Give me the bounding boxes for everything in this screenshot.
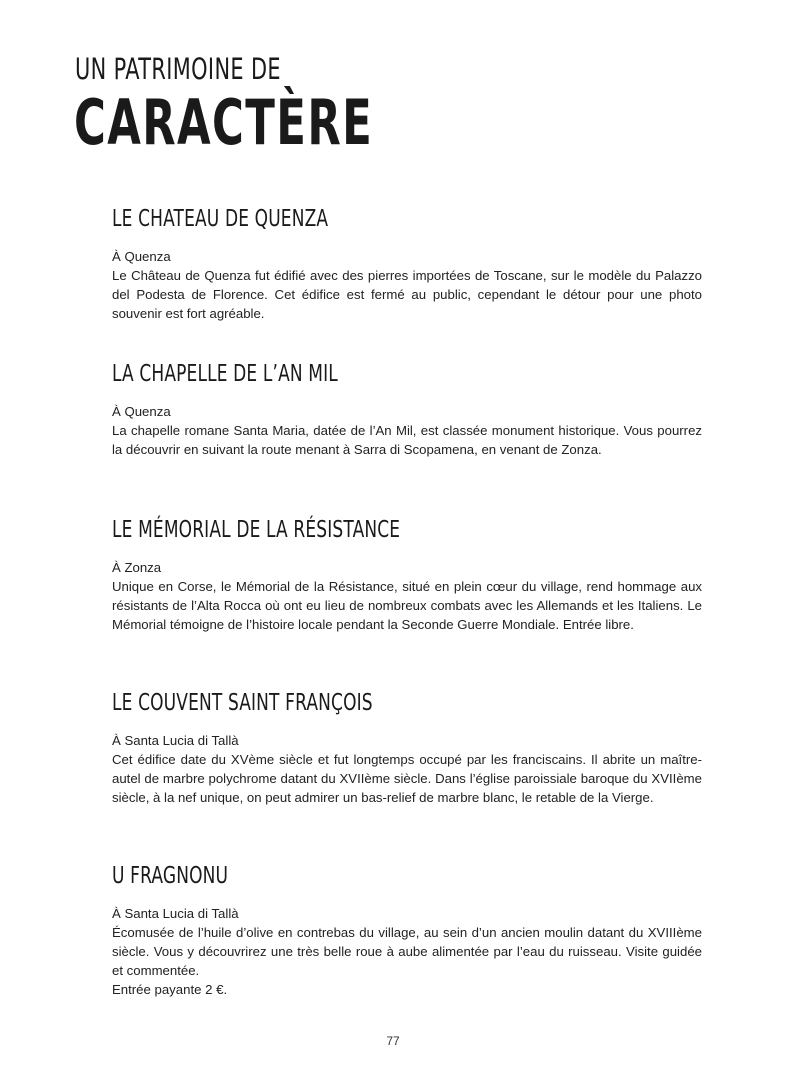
section-location: À Santa Lucia di Tallà: [112, 733, 239, 748]
section-location: À Zonza: [112, 560, 162, 575]
section-u-fragnonu: [112, 860, 702, 999]
section-text: Unique en Corse, le Mémorial de la Résistance, situé en plein cœur du village, rend hommage aux résistants de l’Alta Rocca où ont eu lieu de nombreux combats avec les Allemands et les Italiens. Le Mémorial témoigne de l’histoire locale pendant la Seconde Guerre Mondiale. Entrée libre.: [112, 579, 702, 632]
section-title: U FRAGNONU: [112, 863, 229, 889]
section-title: LE MÉMORIAL DE LA RÉSISTANCE: [112, 517, 401, 543]
section-text: Le Château de Quenza fut édifié avec des pierres importées de Toscane, sur le modèle du Palazzo del Podesta de Florence. Cet édifice est fermé au public, cependant le détour pour une photo souvenir est fort agréable.: [112, 268, 702, 321]
section-location: À Quenza: [112, 249, 171, 264]
section-couvent-saint-francois: [112, 687, 702, 807]
page-title-line2: CARACTÈRE: [74, 86, 374, 159]
page-title-line1: UN PATRIMOINE DE: [75, 52, 281, 86]
section-text: La chapelle romane Santa Maria, datée de l’An Mil, est classée monument historique. Vous pourrez la découvrir en suivant la route menant à Sarra di Scopamena, en venant de Zonza.: [112, 423, 702, 457]
section-chapelle-an-mil: [112, 358, 702, 459]
section-title: LE CHATEAU DE QUENZA: [112, 206, 329, 232]
section-title: LE COUVENT SAINT FRANÇOIS: [112, 690, 373, 716]
section-location: À Quenza: [112, 404, 171, 419]
section-price: Entrée payante 2 €.: [112, 982, 228, 997]
section-location: À Santa Lucia di Tallà: [112, 906, 239, 921]
section-title: LA CHAPELLE DE L’AN MIL: [112, 361, 338, 387]
section-text: Écomusée de l’huile d’olive en contrebas du village, au sein d’un ancien moulin datant du XVIIIème siècle. Vous y découvrirez une très belle roue à aube alimentée par l’eau du ruisseau. Visite guidée et commentée.: [112, 925, 702, 978]
section-chateau-quenza: [112, 203, 702, 323]
section-memorial-resistance: [112, 514, 702, 634]
page-number: 77: [386, 1034, 400, 1048]
section-text: Cet édifice date du XVème siècle et fut longtemps occupé par les franciscains. Il abrite un maître-autel de marbre polychrome datant du XVIIème siècle. Dans l’église paroissiale baroque du XVIIème siècle, à la nef unique, on peut admirer un bas-relief de marbre blanc, le retable de la Vierge.: [112, 752, 702, 805]
